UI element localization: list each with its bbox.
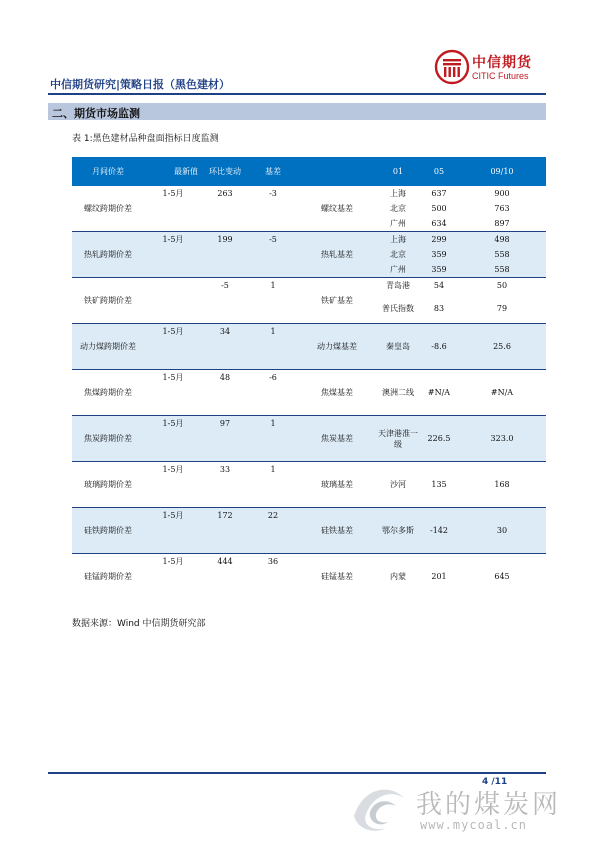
logo-chinese-name: 中信期货	[472, 55, 532, 71]
table-row	[72, 462, 546, 478]
column-header: 05	[420, 157, 458, 186]
column-header: 09/10	[458, 157, 546, 186]
basis-value-cell: 359	[420, 247, 458, 262]
header-divider	[48, 93, 546, 95]
page-number: 4 /11	[482, 777, 508, 787]
logo-english-name: CITIC Futures	[472, 71, 529, 81]
spread-period-cell: 1-5月	[144, 554, 202, 570]
spread-period-cell	[144, 278, 202, 294]
spread-period-cell: 1-5月	[144, 324, 202, 340]
table-row	[72, 232, 546, 248]
basis-value-cell: 83	[433, 303, 445, 313]
spread-latest-cell: 444	[202, 554, 248, 570]
table-row	[72, 278, 546, 294]
basis-location-cell: 北京	[390, 204, 406, 213]
spread-product-cell: 铁矿跨期价差	[72, 278, 144, 324]
basis-product-cell: 螺纹基差	[321, 204, 353, 213]
spread-period-cell: 1-5月	[162, 189, 184, 198]
basis-product-cell: 玻璃基差	[298, 462, 376, 508]
spread-product-cell: 硅锰跨期价差	[72, 554, 144, 600]
table-row	[72, 324, 546, 340]
table-row	[72, 370, 546, 386]
basis-value-cell: 897	[494, 219, 510, 228]
watermark-url: www.mycoal.cn	[420, 818, 527, 832]
basis-value-cell: 54	[420, 278, 458, 294]
spread-latest-cell: 33	[202, 462, 248, 478]
basis-value-cell: 168	[458, 462, 546, 508]
spread-latest-cell: 263	[217, 189, 233, 198]
basis-value-cell: 135	[420, 462, 458, 508]
basis-value-cell: 79	[496, 303, 508, 313]
citic-futures-logo	[434, 49, 552, 87]
spread-product-cell: 焦炭跨期价差	[72, 416, 144, 462]
basis-value-cell: 299	[420, 232, 458, 248]
basis-value-cell: 50	[458, 278, 546, 294]
column-header: 最新值	[144, 157, 202, 186]
basis-value-cell: #N/A	[458, 370, 546, 416]
spread-latest-cell: -5	[202, 278, 248, 294]
basis-location-cell: 广州	[376, 262, 420, 278]
basis-value-cell: 323.0	[458, 416, 546, 462]
spread-product-cell: 动力煤跨期价差	[72, 324, 144, 370]
data-source-note: 数据来源：Wind 中信期货研究部	[72, 619, 206, 629]
table-row	[72, 508, 546, 524]
basis-value-cell: 498	[458, 232, 546, 248]
watermark-swirl-icon	[346, 776, 416, 836]
basis-location-cell: 上海	[390, 189, 406, 198]
basis-value-cell: 900	[494, 189, 510, 198]
spread-change-cell: 1	[248, 416, 298, 432]
table-caption: 表 1:黑色建材品种盘面指标日度监测	[72, 134, 219, 144]
spread-latest-cell: 97	[202, 416, 248, 432]
spread-latest-cell: 172	[202, 508, 248, 524]
spread-period-cell: 1-5月	[144, 462, 202, 478]
basis-value-cell: 25.6	[458, 324, 546, 370]
column-header: 环比变动	[202, 157, 248, 186]
basis-value-cell: 763	[494, 204, 510, 213]
spread-product-cell: 螺纹跨期价差	[84, 204, 132, 213]
basis-location-cell: 沙河	[376, 462, 420, 508]
basis-location-cell: 鄂尔多斯	[376, 508, 420, 554]
section-heading-bar	[48, 103, 546, 120]
basis-value-cell: #N/A	[420, 370, 458, 416]
spread-product-cell: 焦煤跨期价差	[72, 370, 144, 416]
basis-value-cell: 634	[431, 219, 447, 228]
basis-value-cell: -142	[420, 508, 458, 554]
basis-value-cell: 558	[458, 247, 546, 262]
basis-value-cell: 30	[458, 508, 546, 554]
mycoal-watermark	[346, 776, 586, 836]
table-row	[72, 416, 546, 432]
spread-latest-cell: 34	[202, 324, 248, 340]
column-header: 月间价差	[72, 157, 144, 186]
basis-location-cell: 天津港准一级	[376, 416, 420, 462]
basis-location-cell: 广州	[390, 219, 406, 228]
spread-change-cell: -6	[248, 370, 298, 386]
basis-location-cell: 秦皇岛	[376, 324, 420, 370]
basis-value-cell: 558	[458, 262, 546, 278]
column-header: 基差	[248, 157, 298, 186]
spread-latest-cell: 199	[202, 232, 248, 248]
spread-change-cell: 1	[248, 324, 298, 340]
basis-location-cell: 澳洲二线	[376, 370, 420, 416]
basis-location-cell: 青岛港	[376, 278, 420, 294]
spread-product-cell: 硅铁跨期价差	[72, 508, 144, 554]
basis-location-cell: 北京	[376, 247, 420, 262]
spread-change-cell: 36	[248, 554, 298, 570]
basis-product-cell: 热轧基差	[298, 232, 376, 278]
basis-product-cell: 铁矿基差	[298, 278, 376, 324]
report-header-title: 中信期货研究|策略日报（黑色建材）	[50, 78, 231, 91]
column-header: 01	[376, 157, 420, 186]
table-row	[72, 186, 546, 201]
basis-value-cell: 226.5	[420, 416, 458, 462]
basis-product-cell: 焦炭基差	[298, 416, 376, 462]
table-row	[72, 554, 546, 570]
spread-period-cell: 1-5月	[144, 232, 202, 248]
basis-value-cell: 359	[420, 262, 458, 278]
basis-product-cell: 硅锰基差	[298, 554, 376, 600]
basis-value-cell: 645	[458, 554, 546, 600]
table-header-row	[72, 157, 546, 186]
footer-divider	[48, 772, 546, 774]
basis-location-cell: 普氏指数	[382, 303, 414, 313]
spread-latest-cell: 48	[202, 370, 248, 386]
spread-change-cell: -5	[248, 232, 298, 248]
basis-value-cell: 500	[431, 204, 447, 213]
basis-product-cell: 焦煤基差	[298, 370, 376, 416]
spread-change-cell: -3	[269, 189, 277, 198]
spread-period-cell: 1-5月	[144, 508, 202, 524]
spread-period-cell: 1-5月	[144, 416, 202, 432]
spread-product-cell: 玻璃跨期价差	[72, 462, 144, 508]
basis-location-cell: 内蒙	[376, 554, 420, 600]
basis-product-cell: 动力煤基差	[298, 324, 376, 370]
basis-value-cell: -8.6	[420, 324, 458, 370]
basis-value-cell: 637	[431, 189, 447, 198]
basis-location-cell: 上海	[376, 232, 420, 248]
futures-monitor-table	[72, 157, 546, 599]
spread-change-cell: 22	[248, 508, 298, 524]
spread-change-cell: 1	[248, 462, 298, 478]
watermark-text: 我的煤炭网	[416, 790, 562, 820]
spread-change-cell: 1	[248, 278, 298, 294]
basis-product-cell: 硅铁基差	[298, 508, 376, 554]
spread-period-cell: 1-5月	[144, 370, 202, 386]
spread-product-cell: 热轧跨期价差	[72, 232, 144, 278]
column-header	[298, 157, 376, 186]
section-title: 二、期货市场监测	[52, 107, 140, 120]
basis-value-cell: 201	[420, 554, 458, 600]
citic-logo-icon	[434, 49, 470, 85]
